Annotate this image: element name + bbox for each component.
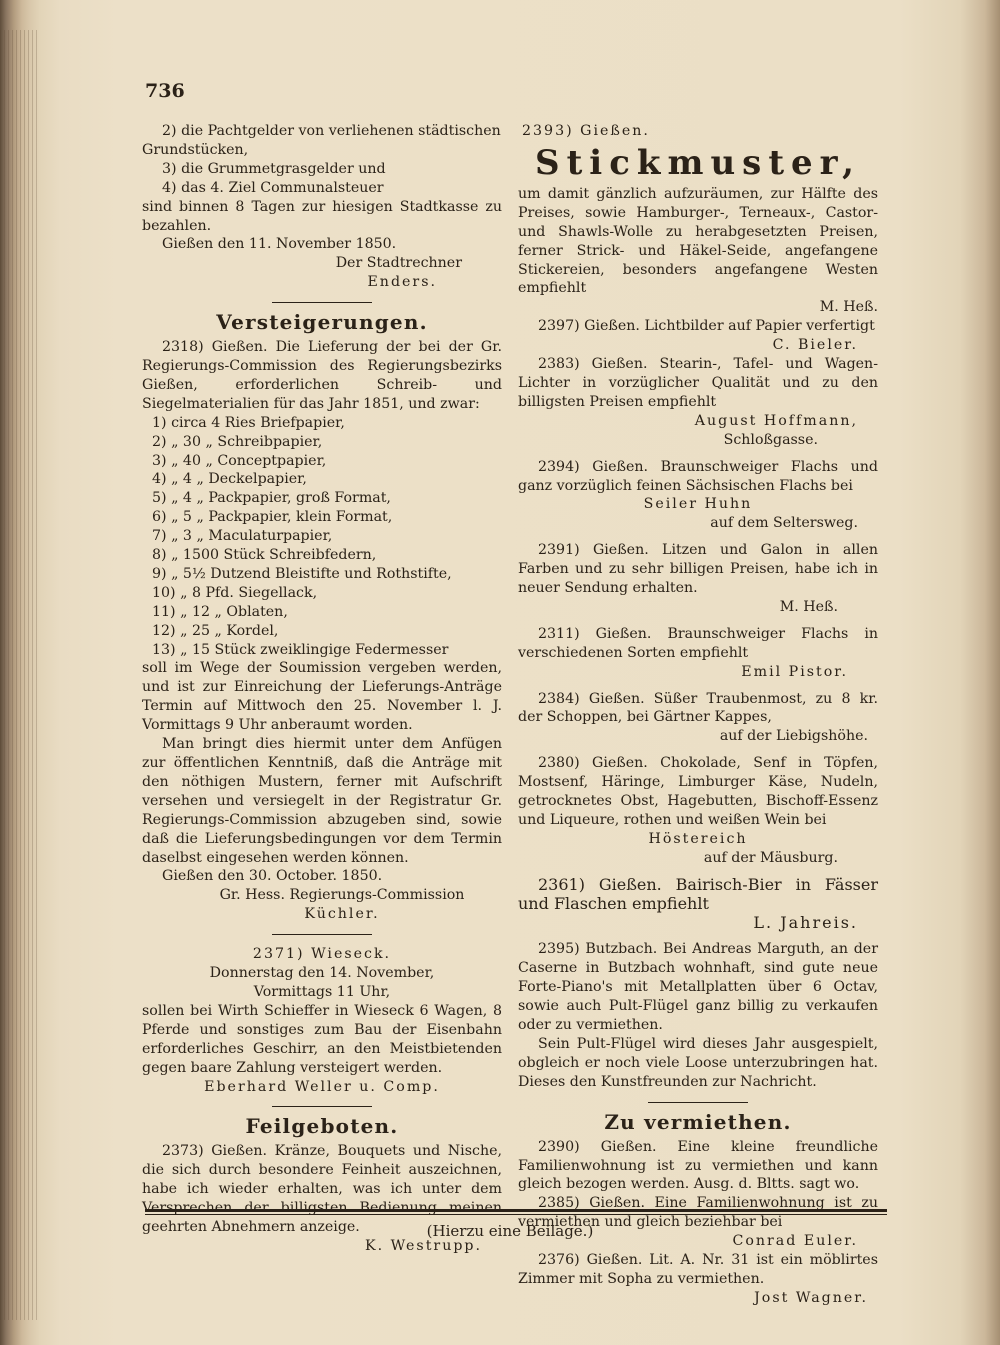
intro-date: Gießen den 11. November 1850. xyxy=(162,236,397,253)
ad-2318-intro: 2318) Gießen. Die Lieferung der bei der Gr. Regierungs-Commission des Regierungsbezirks Gießen, erforderlichen Schreib- und Siegelmaterialien für das Jahr 1851, und zwar: xyxy=(142,339,502,412)
list-item: 4) „ 4 „ Deckelpapier, xyxy=(152,471,307,488)
ad-2395-body: 2395) Butzbach. Bei Andreas Marguth, an der Caserne in Butzbach wohnhaft, sind gute neue Forte-Piano's mit Metallplatten über 6 Octav, sowie auch Pult-Flügel ganz billig zu verkaufen oder zu vermiethen. xyxy=(518,941,878,1034)
ad-2380-signature: Höstereich xyxy=(648,830,748,847)
ad-2393-body: um damit gänzlich aufzuräumen, zur Hälfte des Preises, sowie Hamburger-, Terneaux-, Castor- und Shawls-Wolle zu herabgesetzten Preisen, ferner Strick- und Häkel-Seide, angefangene Stickereien, besonders angefangene Westen empfiehlt xyxy=(518,185,878,297)
ad-2318-body-2: Man bringt dies hiermit unter dem Anfügen zur öffentlichen Kenntniß, daß die Anträge mit den nöthigen Mustern, ferner mit Aufschrift versehen und versiegelt in der Registratur Gr. Regierungs-Commission abzugeben sind, sowie daß die Lieferungsbedingungen vor dem Termin daselbst eingesehen werden können. xyxy=(142,736,502,866)
list-item: 7) „ 3 „ Maculaturpapier, xyxy=(152,528,333,545)
heading-rent: Zu vermiethen. xyxy=(604,1109,792,1134)
list-item: 9) „ 5½ Dutzend Bleistifte und Rothstifte, xyxy=(152,565,452,582)
page-edges xyxy=(0,30,40,1320)
ad-2394-body: 2394) Gießen. Braunschweiger Flachs und ganz vorzüglich feinen Sächsischen Flachs bei xyxy=(518,458,878,494)
ad-2371-heading: 2371) Wieseck. xyxy=(252,946,392,963)
bottom-rule xyxy=(145,1209,887,1212)
ad-2394-signature: Seiler Huhn xyxy=(643,496,753,513)
ad-2318-signature-title: Gr. Hess. Regierungs-Commission xyxy=(219,887,465,904)
ad-2318-date: Gießen den 30. October. 1850. xyxy=(162,868,383,885)
ad-2361-signature: L. Jahreis. xyxy=(753,912,858,932)
ad-2384-body: 2384) Gießen. Süßer Traubenmost, zu 8 kr. der Schoppen, bei Gärtner Kappes, xyxy=(518,690,878,726)
ad-2311-signature: Emil Pistor. xyxy=(741,663,848,680)
list-item: 13) „ 15 Stück zweiklingige Federmesser xyxy=(152,641,449,658)
ad-2394-address: auf dem Seltersweg. xyxy=(710,515,858,532)
section-divider xyxy=(272,1106,372,1107)
ad-2397-signature: C. Bieler. xyxy=(772,337,858,354)
list-item: 8) „ 1500 Stück Schreibfedern, xyxy=(152,547,377,564)
list-item: 5) „ 4 „ Packpapier, groß Format, xyxy=(152,490,391,507)
right-column xyxy=(518,122,878,1308)
ad-2373-body: 2373) Gießen. Kränze, Bouquets und Nische, die sich durch besondere Feinheit auszeichnen, habe ich wieder erhalten, was ich unter dem Versprechen der billigsten Bedienung meinen geehrten Abnehmern anzeige. xyxy=(142,1143,502,1235)
list-item: 10) „ 8 Pfd. Siegellack, xyxy=(152,584,318,601)
left-column xyxy=(142,122,502,1256)
ad-2380-body: 2380) Gießen. Chokolade, Senf in Töpfen, Mostsenf, Häringe, Limburger Käse, Nudeln, getrocknetes Obst, Hagebutten, Bischoff-Essenz und Liqueure, rothen und weißen Wein bei xyxy=(518,755,878,828)
ad-2318-signature-name: Küchler. xyxy=(304,906,380,923)
heading-offered: Feilgeboten. xyxy=(245,1114,399,1139)
ad-2385-signature: Conrad Euler. xyxy=(732,1233,858,1250)
ad-2311-body: 2311) Gießen. Braunschweiger Flachs in verschiedenen Sorten empfiehlt xyxy=(518,625,878,661)
section-divider xyxy=(648,1102,748,1103)
page-number: 736 xyxy=(145,80,185,102)
ad-2318-item-list xyxy=(142,414,502,660)
ad-2376-body: 2376) Gießen. Lit. A. Nr. 31 ist ein möblirtes Zimmer mit Sopha zu vermiethen. xyxy=(518,1252,878,1287)
ad-2393-heading: 2393) Gießen. xyxy=(522,123,650,139)
ad-2361-body: 2361) Gießen. Bairisch-Bier in Fässer und Flaschen empfiehlt xyxy=(518,874,878,913)
ad-2385-body: 2385) Gießen. Eine Familienwohnung ist zu vermiethen und gleich beziehbar bei xyxy=(518,1195,878,1231)
list-item: 2) „ 30 „ Schreibpapier, xyxy=(152,433,323,450)
section-divider xyxy=(272,302,372,303)
ad-2393-signature: M. Heß. xyxy=(819,299,878,316)
list-item: 1) circa 4 Ries Briefpapier, xyxy=(152,414,345,431)
intro-signature-title: Der Stadtrechner xyxy=(335,255,462,272)
ad-2371-date: Donnerstag den 14. November, xyxy=(209,965,435,982)
intro-item: 4) das 4. Ziel Communalsteuer xyxy=(162,179,384,196)
ad-2384-address: auf der Liebigshöhe. xyxy=(719,728,868,745)
newspaper-page xyxy=(130,60,890,1320)
ad-2371-time: Vormittags 11 Uhr, xyxy=(253,983,391,1000)
ad-2393-title: Stickmuster, xyxy=(535,142,861,183)
list-item: 12) „ 25 „ Kordel, xyxy=(152,622,279,639)
ad-2390-body: 2390) Gießen. Eine kleine freundliche Familienwohnung ist zu vermiethen und kann gleich bezogen werden. Ausg. d. Bltts. sagt wo. xyxy=(518,1138,878,1193)
ad-2391-signature: M. Heß. xyxy=(779,598,838,615)
heading-auctions: Versteigerungen. xyxy=(216,310,428,335)
ad-2383-address: Schloßgasse. xyxy=(723,431,818,448)
ad-2397-body: 2397) Gießen. Lichtbilder auf Papier verfertigt xyxy=(538,318,875,335)
ad-2376-signature: Jost Wagner. xyxy=(754,1289,868,1306)
ad-2373-signature: K. Westrupp. xyxy=(364,1237,482,1254)
ad-2395-body-2: Sein Pult-Flügel wird dieses Jahr ausgespielt, obgleich er noch viele Loose unterzubringen hat. Dieses den Kunstfreunden zur Nachricht. xyxy=(518,1035,878,1090)
ad-2318-body: soll im Wege der Soumission vergeben werden, und ist zur Einreichung der Lieferungs-Anträge Termin auf Mittwoch den 25. November l. J. Vormittags 9 Uhr anberaumt worden. xyxy=(142,660,502,734)
list-item: 11) „ 12 „ Oblaten, xyxy=(152,603,288,620)
intro-item: 3) die Grummetgrasgelder und xyxy=(162,160,386,177)
ad-2383-signature: August Hoffmann, xyxy=(694,412,858,429)
section-divider xyxy=(272,934,372,935)
ad-2371-body: sollen bei Wirth Schieffer in Wieseck 6 Wagen, 8 Pferde und sonstiges zum Bau der Eisenbahn erforderliches Geschirr, an den Meistbietenden gegen baare Zahlung versteigert werden. xyxy=(142,1002,502,1076)
ad-2380-address: auf der Mäusburg. xyxy=(703,849,838,866)
intro-signature-name: Enders. xyxy=(367,274,437,291)
list-item: 6) „ 5 „ Packpapier, klein Format, xyxy=(152,509,393,526)
ad-2383-body: 2383) Gießen. Stearin-, Tafel- und Wagen-Lichter in vorzüglicher Qualität und zu den billigsten Preisen empfiehlt xyxy=(518,356,878,410)
intro-body: sind binnen 8 Tagen zur hiesigen Stadtkasse zu bezahlen. xyxy=(142,198,502,234)
footer-note: (Hierzu eine Beilage.) xyxy=(426,1222,594,1240)
ad-2391-body: 2391) Gießen. Litzen und Galon in allen Farben und zu sehr billigen Preisen, habe ich in neuer Sendung erhalten. xyxy=(518,542,878,597)
bottom-rule-thin xyxy=(145,1214,887,1215)
intro-item: 2) die Pachtgelder von verliehenen städtischen Grundstücken, xyxy=(142,123,501,158)
list-item: 3) „ 40 „ Conceptpapier, xyxy=(152,452,327,469)
ad-2371-signature: Eberhard Weller u. Comp. xyxy=(204,1078,440,1095)
